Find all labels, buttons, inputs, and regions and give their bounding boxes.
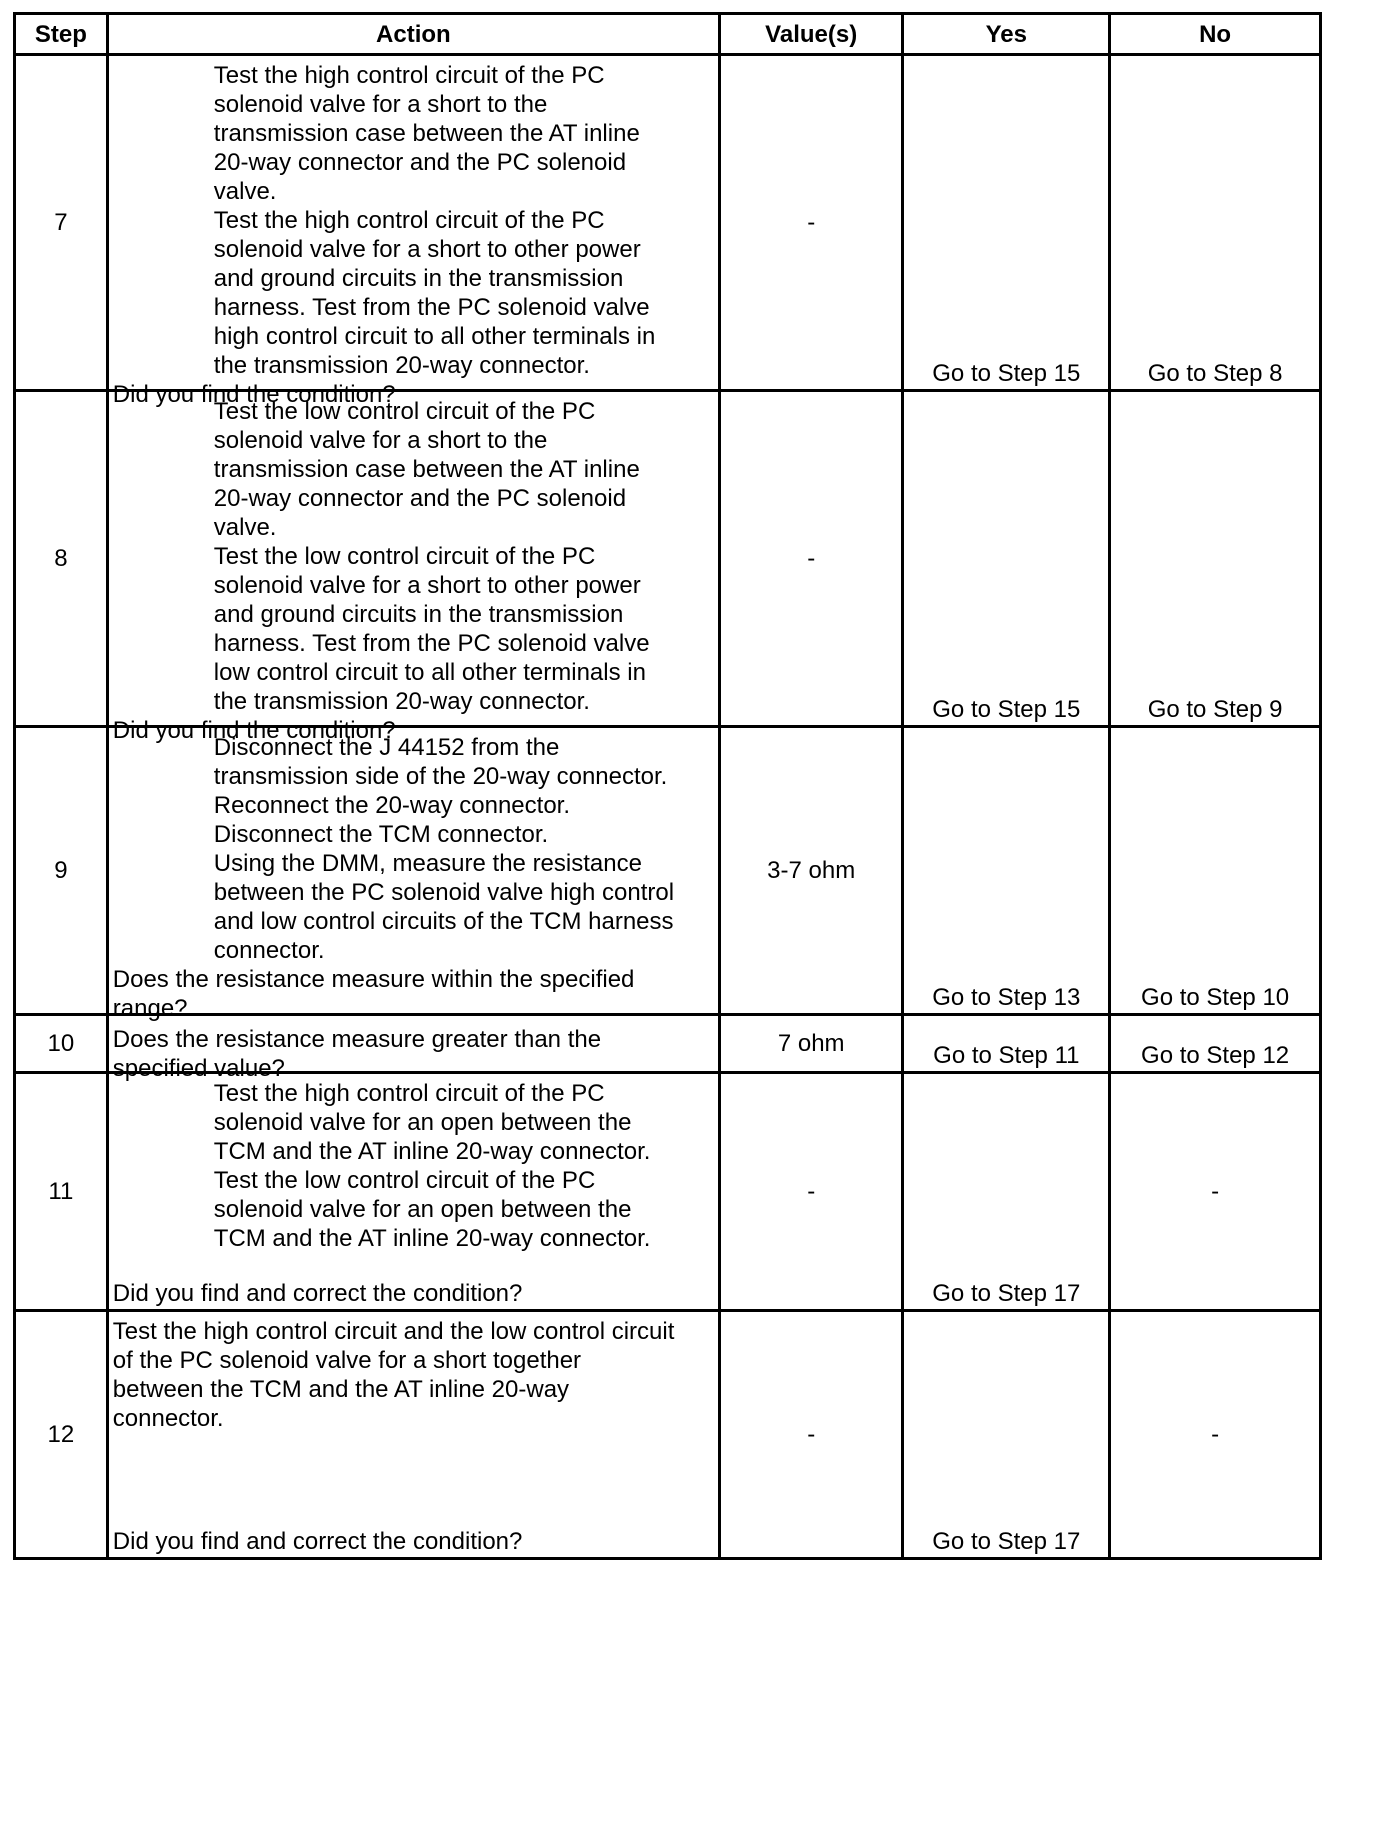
action-line: of the PC solenoid valve for a short together (112, 1347, 582, 1374)
action-line: transmission case between the AT inline (213, 120, 640, 147)
action-instructions (109, 1312, 718, 1433)
yes-result: Go to Step 13 (903, 727, 1110, 1015)
action-line: Using the DMM, measure the resistance (213, 850, 642, 877)
table-row (15, 391, 1321, 727)
table-body (15, 55, 1321, 1559)
question-line: Does the resistance measure within the specified (112, 966, 635, 993)
action-line: and low control circuits of the TCM harness (213, 908, 674, 935)
action-instructions (109, 392, 718, 716)
value-cell: - (719, 1073, 903, 1311)
value-cell: 3-7 ohm (719, 727, 903, 1015)
action-line: solenoid valve for an open between the (213, 1109, 632, 1136)
no-result: - (1110, 1311, 1321, 1559)
action-line: harness. Test from the PC solenoid valve (213, 294, 650, 321)
action-line: Test the high control circuit of the PC (213, 207, 605, 234)
action-line: Test the low control circuit of the PC (213, 1167, 596, 1194)
no-result: - (1110, 1073, 1321, 1311)
action-line: connector. (213, 937, 325, 964)
action-line: TCM and the AT inline 20-way connector. (213, 1225, 651, 1252)
action-line: 20-way connector and the PC solenoid (213, 149, 627, 176)
action-cell (107, 1015, 719, 1082)
question-line: Did you find the condition? (112, 381, 396, 408)
value-cell: - (719, 55, 903, 391)
action-line: 20-way connector and the PC solenoid (213, 485, 627, 512)
value-cell: 7 ohm (719, 1015, 903, 1073)
no-result: Go to Step 12 (1110, 1015, 1321, 1073)
action-line: between the TCM and the AT inline 20-way (112, 1376, 570, 1403)
action-instructions (109, 56, 718, 380)
action-cell (107, 1311, 719, 1559)
action-line: the transmission 20-way connector. (213, 688, 590, 715)
action-line: Test the low control circuit of the PC (213, 543, 596, 570)
yes-result: Go to Step 15 (903, 55, 1110, 391)
action-line: Disconnect the TCM connector. (213, 821, 549, 848)
header-step: Step (15, 14, 108, 55)
action-line: TCM and the AT inline 20-way connector. (213, 1138, 651, 1165)
table-row (15, 55, 1321, 391)
question-line: Did you find and correct the condition? (112, 1280, 523, 1307)
action-cell (107, 391, 719, 744)
question-line: Does the resistance measure greater than the (112, 1026, 602, 1053)
no-result: Go to Step 10 (1110, 727, 1321, 1015)
question-line: Did you find the condition? (112, 717, 396, 744)
action-cell (107, 55, 719, 408)
action-instructions (109, 728, 718, 965)
action-line: high control circuit to all other terminals in (213, 323, 656, 350)
action-line: Disconnect the J 44152 from the (213, 734, 560, 761)
header-value: Value(s) (719, 14, 903, 55)
action-question (109, 1527, 718, 1557)
action-instructions (109, 1074, 718, 1253)
yes-result: Go to Step 15 (903, 391, 1110, 727)
step-number: 9 (15, 727, 108, 1015)
action-line: and ground circuits in the transmission (213, 265, 624, 292)
question-line: range? (112, 995, 188, 1022)
table-row (15, 727, 1321, 1015)
action-line: solenoid valve for a short to other power (213, 236, 641, 263)
action-line: transmission case between the AT inline (213, 456, 640, 483)
yes-result: Go to Step 17 (903, 1073, 1110, 1311)
header-no: No (1110, 14, 1321, 55)
action-line: Reconnect the 20-way connector. (213, 792, 570, 819)
action-line: Test the high control circuit of the PC (213, 1080, 605, 1107)
step-number: 7 (15, 55, 108, 391)
action-line: solenoid valve for a short to the (213, 427, 548, 454)
step-number: 12 (15, 1311, 108, 1559)
action-line: Test the low control circuit of the PC (213, 398, 596, 425)
action-line: valve. (213, 514, 277, 541)
table-row (15, 1015, 1321, 1073)
table-row (15, 1073, 1321, 1311)
action-line: valve. (213, 178, 277, 205)
action-line: Test the high control circuit and the low control circuit (112, 1318, 675, 1345)
action-line: solenoid valve for a short to the (213, 91, 548, 118)
no-result: Go to Step 9 (1110, 391, 1321, 727)
action-line: connector. (112, 1405, 224, 1432)
action-cell (107, 1073, 719, 1311)
action-line: Test the high control circuit of the PC (213, 62, 605, 89)
action-line: the transmission 20-way connector. (213, 352, 590, 379)
value-cell: - (719, 1311, 903, 1559)
action-line: solenoid valve for a short to other power (213, 572, 641, 599)
step-number: 8 (15, 391, 108, 727)
action-line: low control circuit to all other terminals in (213, 659, 646, 686)
yes-result: Go to Step 17 (903, 1311, 1110, 1559)
action-cell (107, 727, 719, 1022)
action-line: harness. Test from the PC solenoid valve (213, 630, 650, 657)
action-line: transmission side of the 20-way connector. (213, 763, 668, 790)
value-cell: - (719, 391, 903, 727)
question-line: specified value? (112, 1055, 285, 1082)
header-row (15, 14, 1321, 55)
action-question (109, 1279, 718, 1309)
yes-result: Go to Step 11 (903, 1015, 1110, 1073)
step-number: 10 (15, 1015, 108, 1073)
header-yes: Yes (903, 14, 1110, 55)
no-result: Go to Step 8 (1110, 55, 1321, 391)
header-action: Action (107, 14, 719, 55)
action-line: between the PC solenoid valve high control (213, 879, 675, 906)
action-line: solenoid valve for an open between the (213, 1196, 632, 1223)
diagnostic-table (13, 12, 1322, 1560)
table-row (15, 1311, 1321, 1559)
step-number: 11 (15, 1073, 108, 1311)
question-line: Did you find and correct the condition? (112, 1528, 523, 1555)
action-line: and ground circuits in the transmission (213, 601, 624, 628)
